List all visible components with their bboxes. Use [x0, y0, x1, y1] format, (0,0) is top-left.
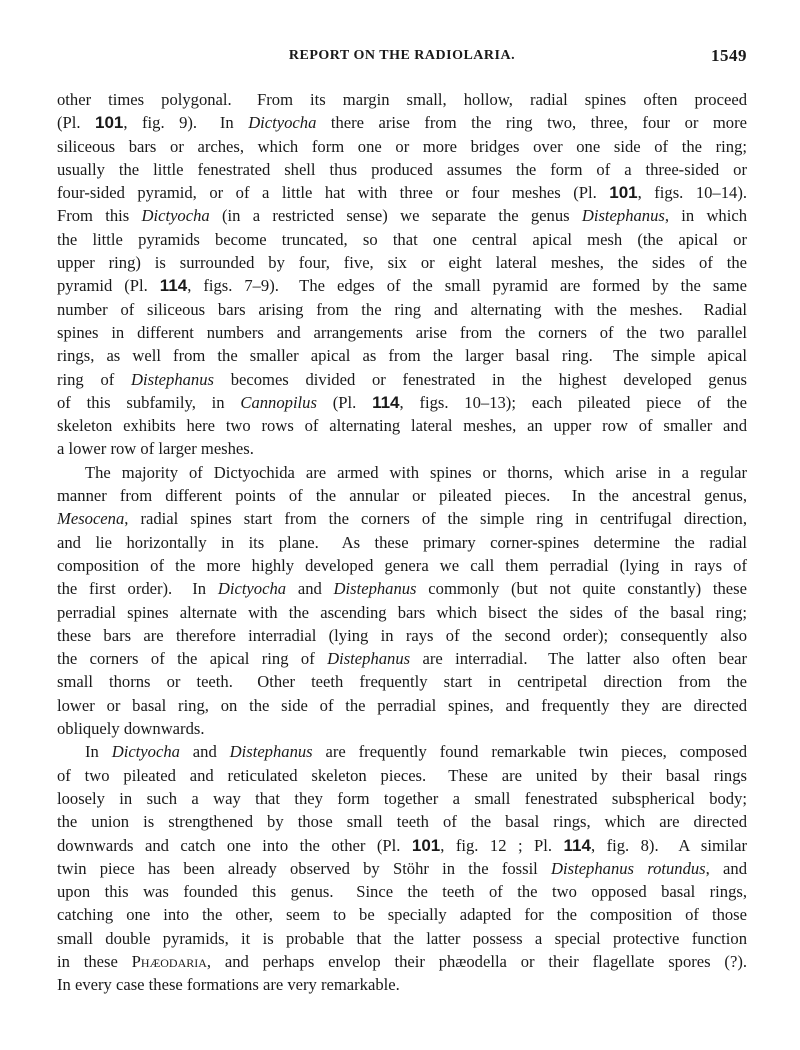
- text-line: [57, 927, 747, 950]
- text-run: and: [179, 742, 230, 762]
- text-line: [57, 740, 747, 763]
- genus-name: Distephanus: [581, 206, 665, 226]
- text-run: upon this was founded this genus. Since the teeth of the two opposed basal rings,: [57, 882, 747, 902]
- text-run: small double pyramids, it is probable that the latter possess a special protective function: [57, 928, 747, 948]
- text-line: [57, 764, 747, 787]
- text-line: [57, 857, 747, 880]
- text-run: perradial spines alternate with the ascending bars which bisect the sides of the basal ring;: [57, 602, 747, 622]
- text-run: pyramid (Pl.: [57, 276, 160, 296]
- text-line: [57, 810, 747, 833]
- genus-name: Distephanus: [333, 579, 417, 599]
- text-line: [57, 461, 747, 484]
- text-run: and lie horizontally in its plane. As these primary corner-spines determine the radial: [57, 532, 747, 552]
- text-line: [57, 88, 747, 111]
- text-run: , fig. 12 ; Pl.: [440, 835, 564, 855]
- paragraph: [57, 740, 747, 996]
- plate-number: 114: [372, 392, 400, 412]
- text-run: becomes divided or fenestrated in the highest developed genus: [213, 369, 747, 389]
- text-run: the little pyramids become truncated, so that one central apical mesh (the apical or: [57, 229, 747, 249]
- plate-number: 114: [159, 276, 188, 296]
- text-line: [57, 554, 747, 577]
- text-line: [57, 437, 747, 460]
- small-caps-term: Phæodaria: [131, 951, 207, 971]
- text-run: the union is strengthened by those small teeth of the basal rings, which are directed: [57, 812, 747, 832]
- text-run: obliquely downwards.: [57, 719, 205, 739]
- text-run: the first order). In: [57, 579, 218, 599]
- genus-name: Dictyocha: [141, 206, 210, 226]
- plate-number: 101: [95, 113, 124, 133]
- text-line: [57, 531, 747, 554]
- text-line: [57, 903, 747, 926]
- paragraph: [57, 88, 747, 461]
- body-text: [57, 88, 747, 997]
- text-line: [57, 298, 747, 321]
- text-run: , in which: [664, 206, 748, 226]
- paragraph: [57, 461, 747, 741]
- genus-name: Dictyocha: [217, 579, 287, 599]
- genus-name: Distephanus: [229, 742, 313, 762]
- text-line: [57, 717, 747, 740]
- text-run: , and perhaps envelop their phæodella or their flagellate spores (?).: [206, 951, 747, 971]
- text-line: [57, 624, 747, 647]
- text-run: there arise from the ring two, three, four or more: [316, 113, 747, 133]
- text-line: [57, 111, 747, 134]
- text-run: , fig. 9). In: [123, 113, 249, 133]
- text-line: [57, 158, 747, 181]
- text-run: The majority of Dictyochida are armed with spines or thorns, which arise in a regular: [85, 462, 747, 482]
- genus-name: Cannopilus: [240, 392, 317, 412]
- text-line: [57, 391, 747, 414]
- text-line: [57, 601, 747, 624]
- text-line: [57, 787, 747, 810]
- plate-number: 101: [411, 835, 441, 855]
- text-run: rings, as well from the smaller apical as from the larger basal ring. The simple apical: [57, 346, 747, 366]
- text-run: twin piece has been already observed by Stöhr in the fossil: [57, 858, 552, 878]
- text-run: , fig. 8). A similar: [590, 835, 747, 855]
- text-line: [57, 204, 747, 227]
- genus-name: Distephanus: [327, 649, 411, 669]
- text-line: [57, 368, 747, 391]
- text-line: [57, 344, 747, 367]
- text-run: other times polygonal. From its margin small, hollow, radial spines often proceed: [57, 90, 747, 109]
- text-run: commonly (but not quite constantly) these: [416, 579, 747, 599]
- genus-name: Distephanus rotundus: [551, 858, 706, 878]
- text-run: skeleton exhibits here two rows of alternating lateral meshes, an upper row of smaller and: [57, 416, 747, 436]
- text-run: of two pileated and reticulated skeleton pieces. These are united by their basal rings: [57, 765, 747, 785]
- text-run: downwards and catch one into the other (Pl.: [57, 835, 412, 855]
- text-run: of this subfamily, in: [57, 392, 241, 412]
- text-run: four-sided pyramid, or of a little hat with three or four meshes (Pl.: [57, 183, 610, 203]
- text-line: [57, 647, 747, 670]
- text-run: the corners of the apical ring of: [57, 649, 328, 669]
- text-run: In every case these formations are very remarkable.: [57, 975, 400, 995]
- text-line: [57, 414, 747, 437]
- running-header: [57, 48, 747, 70]
- genus-name: Dictyocha: [248, 113, 317, 133]
- text-run: (in a restricted sense) we separate the genus: [209, 206, 582, 226]
- text-run: (Pl.: [57, 113, 96, 133]
- text-line: [57, 880, 747, 903]
- text-run: From this: [57, 206, 142, 226]
- text-line: [57, 950, 747, 973]
- text-run: (Pl.: [316, 392, 373, 412]
- text-run: ring of: [57, 369, 132, 389]
- genus-name: Mesocena: [57, 509, 125, 529]
- plate-number: 101: [609, 183, 638, 203]
- text-run: spines in different numbers and arrangements arise from the corners of the two parallel: [57, 322, 747, 342]
- text-run: usually the little fenestrated shell thus produced assumes the form of a three-sided or: [57, 159, 747, 179]
- text-run: , radial spines start from the corners of the simple ring in centrifugal direction,: [124, 509, 747, 529]
- text-run: loosely in such a way that they form together a small fenestrated subspherical body;: [57, 788, 747, 808]
- page-number: 1549: [711, 46, 747, 65]
- text-line: [57, 973, 747, 996]
- text-run: catching one into the other, seem to be specially adapted for the composition of those: [57, 905, 747, 925]
- text-run: a lower row of larger meshes.: [57, 439, 254, 459]
- text-line: [57, 228, 747, 251]
- text-run: siliceous bars or arches, which form one or more bridges over one side of the ring;: [57, 136, 747, 156]
- text-run: these bars are therefore interradial (lying in rays of the second order); consequently also: [57, 625, 747, 645]
- text-run: , figs. 10–14).: [637, 183, 747, 203]
- text-run: , figs. 7–9). The edges of the small pyramid are formed by the same: [187, 276, 747, 296]
- text-line: [57, 135, 747, 158]
- text-run: are frequently found remarkable twin pieces, composed: [312, 742, 747, 762]
- text-line: [57, 670, 747, 693]
- text-line: [57, 251, 747, 274]
- text-line: [57, 577, 747, 600]
- text-line: [57, 274, 747, 297]
- text-run: are interradial. The latter also often bear: [410, 649, 747, 669]
- text-run: lower or basal ring, on the side of the perradial spines, and frequently they are directed: [57, 695, 747, 715]
- plate-number: 114: [563, 835, 591, 855]
- text-run: upper ring) is surrounded by four, five, six or eight lateral meshes, the sides of the: [57, 253, 747, 273]
- text-run: In: [85, 742, 112, 762]
- genus-name: Distephanus: [131, 369, 214, 389]
- text-run: manner from different points of the annular or pileated pieces. In the ancestral genus,: [57, 486, 747, 506]
- text-run: small thorns or teeth. Other teeth frequently start in centripetal direction from the: [57, 672, 747, 692]
- text-run: , figs. 10–13); each pileated piece of the: [399, 392, 747, 412]
- text-run: and: [286, 579, 334, 599]
- text-run: composition of the more highly developed genera we call them perradial (lying in rays of: [57, 555, 747, 575]
- text-run: , and: [705, 858, 747, 878]
- text-line: [57, 181, 747, 204]
- text-line: [57, 321, 747, 344]
- text-line: [57, 507, 747, 530]
- text-run: number of siliceous bars arising from the ring and alternating with the meshes. Radial: [57, 299, 747, 319]
- text-line: [57, 484, 747, 507]
- genus-name: Dictyocha: [111, 742, 180, 762]
- text-line: [57, 834, 747, 857]
- text-line: [57, 694, 747, 717]
- running-title: REPORT ON THE RADIOLARIA.: [288, 48, 516, 63]
- text-run: in these: [57, 951, 132, 971]
